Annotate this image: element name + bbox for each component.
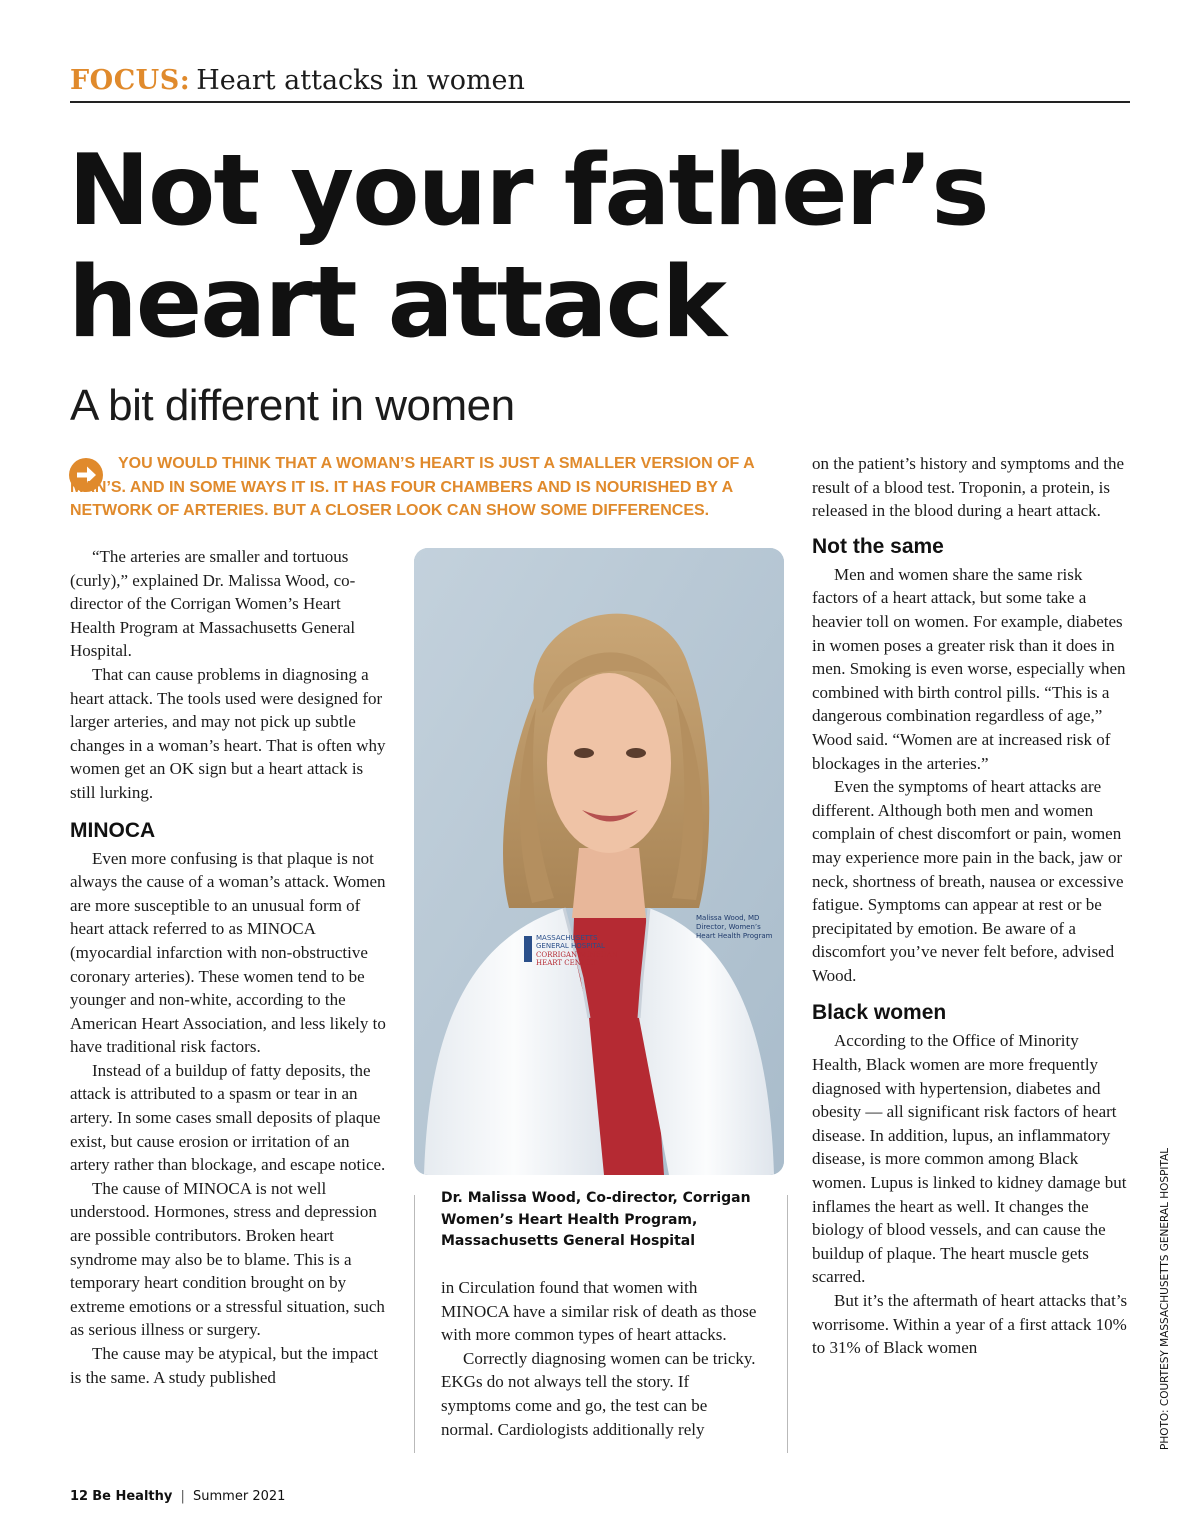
body-paragraph: Even more confusing is that plaque is not always the cause of a woman’s attack. Women are more susceptible to an unusual form of heart attack referred to as MINOCA (myocardial infarction with non-obstructive coronary arteries). These women tend to be younger and non-white, according to the American Heart Association, and less likely to have traditional risk factors. — [70, 848, 386, 1057]
deck-subtitle: A bit different in women — [70, 381, 515, 430]
section-topic: Heart attacks in women — [196, 65, 525, 96]
coat-patch-line: CORRIGAN MINEHAN — [536, 951, 618, 959]
body-paragraph: Men and women share the same risk factors of a heart attack, but some take a heavier toll on women. For example, diabetes in women poses a greater risk than it does in men. Smoking is even worse, especially when combined with birth control pills. “This is a dangerous combination regardless of age,” Wood said. “Women are at increased risk of blockages in the arteries.” — [812, 564, 1126, 773]
subhead-not-the-same: Not the same — [812, 534, 944, 558]
publication-name: Be Healthy — [92, 1489, 173, 1504]
article-column-2 — [441, 1276, 763, 1441]
body-paragraph: But it’s the aftermath of heart attacks that’s worrisome. Within a year of a first attack 10% to 31% of Black women — [812, 1291, 1128, 1358]
embroidery-line: Director, Women’s — [696, 923, 761, 931]
footer-separator: | — [180, 1489, 185, 1504]
body-paragraph: That can cause problems in diagnosing a heart attack. The tools used were designed for larger arteries, and may not pick up subtle changes in a woman’s heart. That is often why women get an OK sign but a heart attack is still lurking. — [70, 664, 386, 802]
subhead-minoca: MINOCA — [70, 818, 156, 842]
body-paragraph: The cause may be atypical, but the impact is the same. A study published — [70, 1344, 379, 1387]
lead-paragraph: YOU WOULD THINK THAT A WOMAN’S HEART IS JUST A SMALLER VERSION OF A MAN’S. AND IN SOME WAYS IT IS. IT HAS FOUR CHAMBERS AND IS NOURISHED BY A NETWORK OF ARTERIES. BUT A CLOSER LOOK CAN SHOW SOME DIFFERENCES. — [70, 455, 755, 520]
page-number: 12 — [70, 1489, 89, 1504]
page-footer — [70, 1488, 285, 1506]
section-label: FOCUS: — [70, 65, 191, 96]
headline — [68, 135, 1068, 359]
embroidery-line: Heart Health Program — [696, 932, 773, 940]
photo-credit: PHOTO: COURTESY MASSACHUSETTS GENERAL HOSPITAL — [1159, 1147, 1171, 1450]
portrait-illustration — [414, 548, 784, 1175]
issue-date: Summer 2021 — [193, 1489, 286, 1504]
coat-patch-line: GENERAL HOSPITAL — [536, 942, 605, 950]
coat-patch-line: HEART CENTER — [536, 959, 596, 967]
column-divider — [787, 1195, 788, 1453]
body-paragraph: “The arteries are smaller and tortuous (curly),” explained Dr. Malissa Wood, co-director of the Corrigan Women’s Heart Health Program at Massachusetts General Hospital. — [70, 547, 356, 661]
top-rule — [70, 101, 1130, 103]
article-column-3 — [812, 452, 1130, 1360]
coat-patch-line: MASSACHUSETTS — [536, 934, 598, 942]
headline-line-1: Not your father’s — [68, 134, 988, 248]
subhead-black-women: Black women — [812, 1001, 947, 1025]
article-column-1 — [70, 545, 388, 1389]
column-divider — [414, 1195, 415, 1453]
section-kicker — [70, 64, 525, 98]
body-paragraph: Correctly diagnosing women can be tricky. EKGs do not always tell the story. If symptoms come and go, the test can be normal. Cardiologists additionally rely — [441, 1348, 756, 1439]
body-paragraph: Instead of a buildup of fatty deposits, the attack is attributed to a spasm or tear in an artery. In some cases small deposits of plaque exist, but cause erosion or irritation of an artery rather than blockage, and escape notice. — [70, 1060, 386, 1175]
body-paragraph: in Circulation found that women with MINOCA have a similar risk of death as those with more common types of heart attacks. — [441, 1278, 757, 1345]
photo-caption: Dr. Malissa Wood, Co-director, Corrigan Women’s Heart Health Program, Massachusetts General Hospital — [441, 1190, 751, 1249]
body-paragraph: Even the symptoms of heart attacks are different. Although both men and women complain of chest discomfort or pain, women may experience more pain in the back, jaw or neck, shortness of breath, nausea or excessive fatigue. Symptoms can appear at rest or be precipitated by emotion. Be aware of a discomfort you’ve never felt before, advised Wood. — [812, 777, 1124, 985]
body-paragraph: According to the Office of Minority Health, Black women are more frequently diagnosed with hypertension, diabetes and obesity — all significant risk factors of heart disease. In addition, lupus, an inflammatory disease, is more common among Black women. Lupus is linked to kidney damage but inflames the heart as well. It changes the biology of blood vessels, and can cause the buildup of plaque. The heart muscle gets scarred. — [812, 1031, 1127, 1287]
body-paragraph: The cause of MINOCA is not well understood. Hormones, stress and depression are possible contributors. Broken heart syndrome may also be to blame. This is a temporary heart condition brought on by extreme emotions or a stressful situation, such as serious illness or surgery. — [70, 1178, 385, 1340]
embroidery-line: Malissa Wood, MD — [696, 914, 760, 922]
body-paragraph: on the patient’s history and symptoms and the result of a blood test. Troponin, a protein, is released in the blood during a heart attack. — [812, 454, 1125, 521]
headline-line-2: heart attack — [68, 246, 725, 360]
portrait-photo — [414, 548, 784, 1175]
